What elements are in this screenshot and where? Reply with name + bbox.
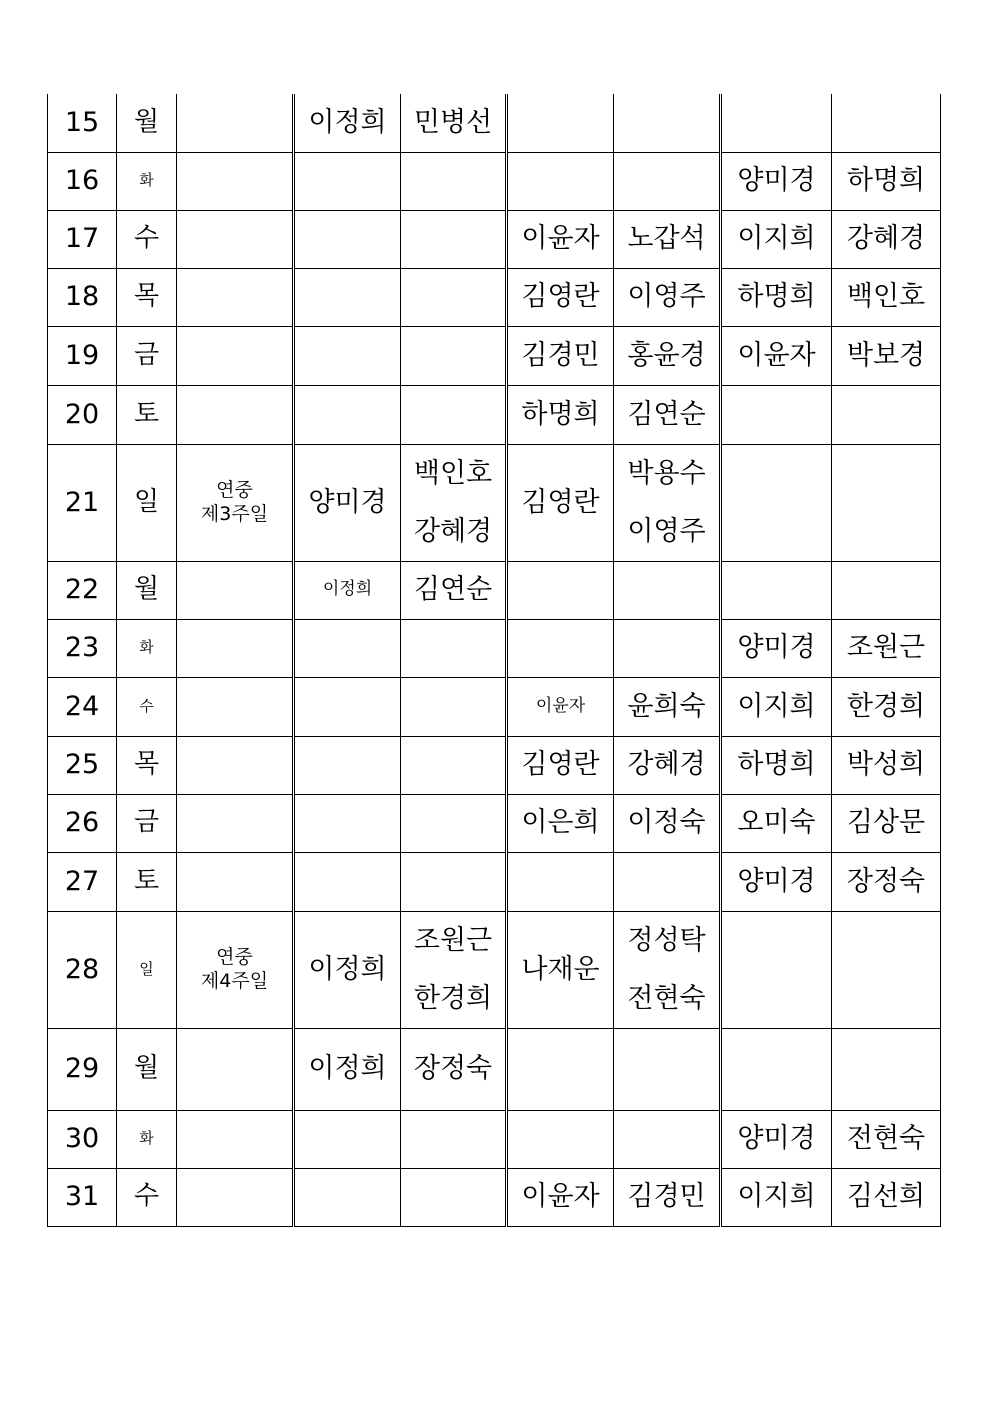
name-cell-c2: 장정숙	[401, 1028, 507, 1110]
weekday-cell: 금	[117, 794, 177, 852]
note-cell	[177, 619, 294, 677]
name-cell-c2	[401, 152, 507, 210]
name-cell-c5	[721, 94, 832, 152]
name-cell-c2	[401, 444, 507, 561]
name-cell-c3	[507, 152, 614, 210]
name-cell-c2	[401, 619, 507, 677]
name-cell-c3	[507, 1110, 614, 1168]
date-cell: 28	[48, 911, 117, 1028]
name-cell-c2	[401, 852, 507, 911]
weekday-cell: 수	[117, 1168, 177, 1226]
weekday-cell: 일	[117, 444, 177, 561]
date-cell: 30	[48, 1110, 117, 1168]
table-row	[48, 561, 941, 619]
name-cell-c1: 이정희	[294, 561, 401, 619]
name-cell-c1	[294, 268, 401, 326]
table-row	[48, 1168, 941, 1226]
name-cell-c2	[401, 268, 507, 326]
name-cell-c6: 전현숙	[832, 1110, 941, 1168]
note-cell	[177, 268, 294, 326]
note-line: 제3주일	[200, 502, 269, 525]
name-cell-c3: 김경민	[507, 326, 614, 385]
name-cell-c6	[832, 444, 941, 561]
date-cell: 26	[48, 794, 117, 852]
weekday-cell: 금	[117, 326, 177, 385]
table-row	[48, 94, 941, 152]
weekday-cell: 수	[117, 677, 177, 736]
date-cell: 17	[48, 210, 117, 268]
name-cell-c1	[294, 385, 401, 444]
name-cell-c4	[614, 444, 721, 561]
name-cell-c5: 이지희	[721, 210, 832, 268]
weekday-cell: 월	[117, 561, 177, 619]
name-cell-c2	[401, 794, 507, 852]
table-row	[48, 794, 941, 852]
date-cell: 21	[48, 444, 117, 561]
name-cell-c3	[507, 619, 614, 677]
name-cell-c1	[294, 677, 401, 736]
name-cell-c5: 양미경	[721, 619, 832, 677]
name-cell-c4	[614, 1028, 721, 1110]
name-cell-c3: 이윤자	[507, 210, 614, 268]
cell-line: 정성탁	[627, 924, 706, 956]
name-cell-c6: 박성희	[832, 736, 941, 794]
note-cell	[177, 385, 294, 444]
name-cell-c4	[614, 152, 721, 210]
name-cell-c1	[294, 1110, 401, 1168]
date-cell: 29	[48, 1028, 117, 1110]
name-cell-c2	[401, 1110, 507, 1168]
name-cell-c6	[832, 385, 941, 444]
date-cell: 31	[48, 1168, 117, 1226]
note-line: 연중	[216, 478, 253, 501]
table-row	[48, 619, 941, 677]
name-cell-c6: 김선희	[832, 1168, 941, 1226]
name-cell-c6: 박보경	[832, 326, 941, 385]
table-row	[48, 444, 941, 561]
name-cell-c6: 김상문	[832, 794, 941, 852]
note-cell	[177, 736, 294, 794]
note-cell	[177, 326, 294, 385]
weekday-cell: 토	[117, 852, 177, 911]
name-cell-c4: 노갑석	[614, 210, 721, 268]
note-cell	[177, 1168, 294, 1226]
name-cell-c3	[507, 94, 614, 152]
cell-line: 전현숙	[627, 982, 706, 1014]
table-row	[48, 852, 941, 911]
name-cell-c3	[507, 1028, 614, 1110]
weekday-cell: 토	[117, 385, 177, 444]
weekday-cell: 목	[117, 268, 177, 326]
name-cell-c4: 이영주	[614, 268, 721, 326]
name-cell-c5	[721, 1028, 832, 1110]
cell-line: 조원근	[413, 924, 493, 956]
name-cell-c2: 김연순	[401, 561, 507, 619]
weekday-cell: 화	[117, 152, 177, 210]
name-cell-c2	[401, 911, 507, 1028]
date-cell: 25	[48, 736, 117, 794]
date-cell: 22	[48, 561, 117, 619]
name-cell-c6: 한경희	[832, 677, 941, 736]
name-cell-c3: 김영란	[507, 444, 614, 561]
date-cell: 23	[48, 619, 117, 677]
name-cell-c6	[832, 1028, 941, 1110]
name-cell-c3: 김영란	[507, 268, 614, 326]
table-row	[48, 326, 941, 385]
cell-line: 이영주	[627, 515, 706, 547]
table-row	[48, 736, 941, 794]
date-cell: 20	[48, 385, 117, 444]
cell-line: 백인호	[413, 457, 493, 489]
name-cell-c1: 양미경	[294, 444, 401, 561]
table-row	[48, 1028, 941, 1110]
table-row	[48, 1110, 941, 1168]
name-cell-c5: 이지희	[721, 677, 832, 736]
date-cell: 18	[48, 268, 117, 326]
name-cell-c6: 백인호	[832, 268, 941, 326]
cell-line: 한경희	[413, 982, 493, 1014]
name-cell-c1	[294, 1168, 401, 1226]
note-cell	[177, 794, 294, 852]
name-cell-c5: 이윤자	[721, 326, 832, 385]
table-row	[48, 911, 941, 1028]
name-cell-c5: 하명희	[721, 736, 832, 794]
name-cell-c1: 이정희	[294, 94, 401, 152]
note-cell	[177, 152, 294, 210]
name-cell-c3	[507, 852, 614, 911]
table-row	[48, 385, 941, 444]
name-cell-c5: 양미경	[721, 1110, 832, 1168]
name-cell-c4	[614, 94, 721, 152]
name-cell-c2: 민병선	[401, 94, 507, 152]
name-cell-c1	[294, 852, 401, 911]
name-cell-c4: 강혜경	[614, 736, 721, 794]
name-cell-c4: 김경민	[614, 1168, 721, 1226]
date-cell: 15	[48, 94, 117, 152]
name-cell-c5	[721, 385, 832, 444]
name-cell-c2	[401, 326, 507, 385]
weekday-cell: 수	[117, 210, 177, 268]
date-cell: 24	[48, 677, 117, 736]
note-cell	[177, 852, 294, 911]
table-row	[48, 152, 941, 210]
name-cell-c4	[614, 911, 721, 1028]
note-cell	[177, 561, 294, 619]
name-cell-c1	[294, 210, 401, 268]
note-line: 제4주일	[200, 969, 269, 992]
name-cell-c1	[294, 736, 401, 794]
date-cell: 16	[48, 152, 117, 210]
note-cell	[177, 911, 294, 1028]
name-cell-c6: 장정숙	[832, 852, 941, 911]
name-cell-c1	[294, 326, 401, 385]
name-cell-c4	[614, 1110, 721, 1168]
name-cell-c6	[832, 561, 941, 619]
name-cell-c3: 김영란	[507, 736, 614, 794]
name-cell-c3: 하명희	[507, 385, 614, 444]
table-row	[48, 210, 941, 268]
name-cell-c5: 하명희	[721, 268, 832, 326]
name-cell-c3: 나재운	[507, 911, 614, 1028]
name-cell-c1	[294, 794, 401, 852]
weekday-cell: 월	[117, 94, 177, 152]
note-cell	[177, 677, 294, 736]
note-cell	[177, 444, 294, 561]
name-cell-c5: 양미경	[721, 152, 832, 210]
name-cell-c2	[401, 677, 507, 736]
name-cell-c1: 이정희	[294, 911, 401, 1028]
name-cell-c3	[507, 561, 614, 619]
weekday-cell: 일	[117, 911, 177, 1028]
weekday-cell: 월	[117, 1028, 177, 1110]
name-cell-c4: 윤희숙	[614, 677, 721, 736]
weekday-cell: 화	[117, 619, 177, 677]
name-cell-c4	[614, 852, 721, 911]
name-cell-c6: 강혜경	[832, 210, 941, 268]
note-cell	[177, 94, 294, 152]
cell-line: 강혜경	[413, 515, 493, 547]
name-cell-c3: 이윤자	[507, 1168, 614, 1226]
name-cell-c2	[401, 1168, 507, 1226]
name-cell-c6: 조원근	[832, 619, 941, 677]
name-cell-c1: 이정희	[294, 1028, 401, 1110]
name-cell-c4: 홍윤경	[614, 326, 721, 385]
date-cell: 19	[48, 326, 117, 385]
name-cell-c2	[401, 385, 507, 444]
name-cell-c4	[614, 619, 721, 677]
schedule-table	[47, 94, 941, 1227]
name-cell-c2	[401, 210, 507, 268]
name-cell-c6: 하명희	[832, 152, 941, 210]
name-cell-c1	[294, 152, 401, 210]
weekday-cell: 화	[117, 1110, 177, 1168]
name-cell-c4	[614, 561, 721, 619]
name-cell-c5: 양미경	[721, 852, 832, 911]
name-cell-c5: 오미숙	[721, 794, 832, 852]
note-cell	[177, 1028, 294, 1110]
name-cell-c1	[294, 619, 401, 677]
name-cell-c3: 이은희	[507, 794, 614, 852]
name-cell-c3: 이윤자	[507, 677, 614, 736]
name-cell-c6	[832, 911, 941, 1028]
name-cell-c5	[721, 911, 832, 1028]
note-cell	[177, 1110, 294, 1168]
name-cell-c6	[832, 94, 941, 152]
name-cell-c5	[721, 444, 832, 561]
name-cell-c5	[721, 561, 832, 619]
name-cell-c4: 이정숙	[614, 794, 721, 852]
name-cell-c2	[401, 736, 507, 794]
name-cell-c5: 이지희	[721, 1168, 832, 1226]
date-cell: 27	[48, 852, 117, 911]
note-line: 연중	[216, 945, 253, 968]
table-row	[48, 268, 941, 326]
table-row	[48, 677, 941, 736]
name-cell-c4: 김연순	[614, 385, 721, 444]
weekday-cell: 목	[117, 736, 177, 794]
cell-line: 박용수	[627, 457, 706, 489]
note-cell	[177, 210, 294, 268]
